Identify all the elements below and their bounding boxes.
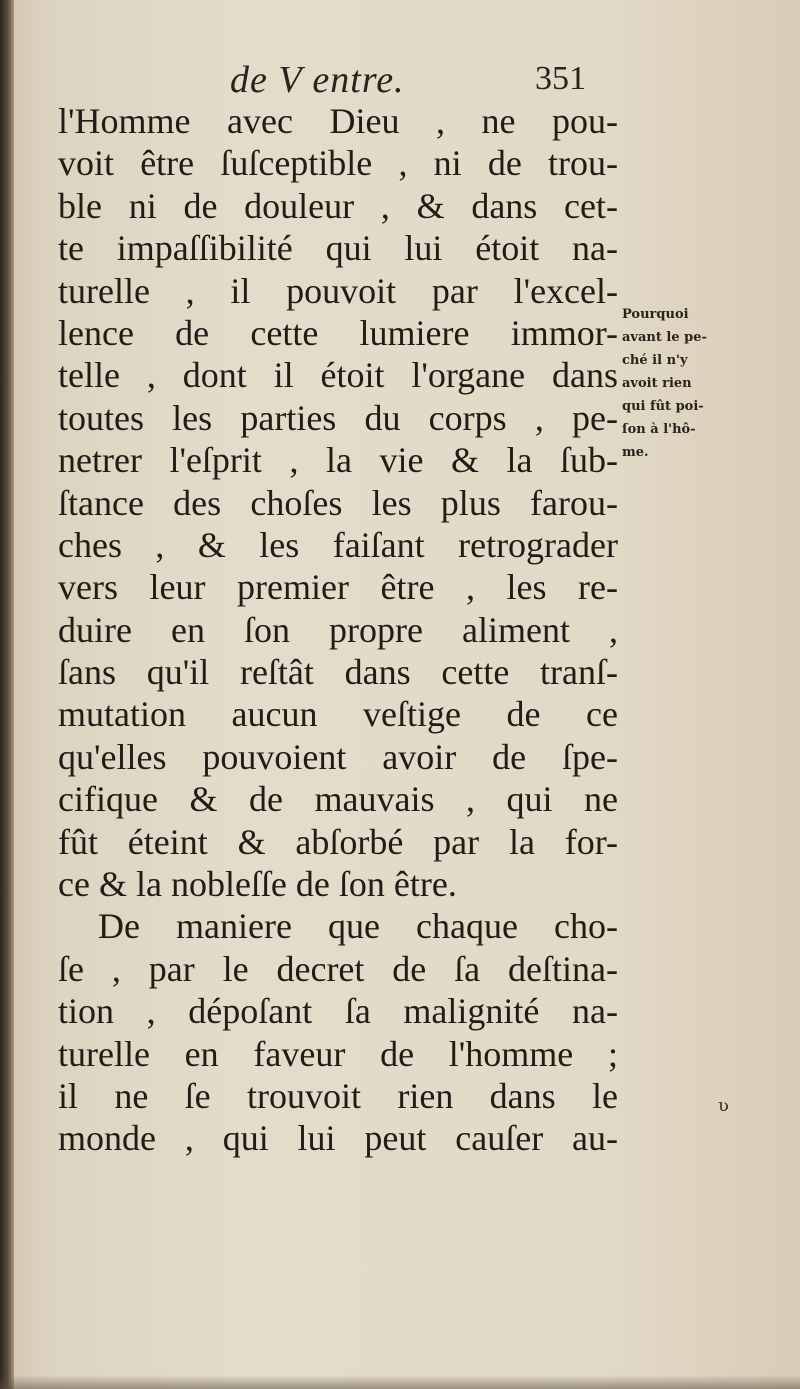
- running-head: [60, 58, 620, 106]
- text-line: ble ni de douleur , & dans cet-: [58, 185, 618, 226]
- text-line: ſans qu'il reſtât dans cette tranſ-: [58, 652, 618, 693]
- text-line: te impaſſibilité qui lui étoit na-: [58, 228, 618, 269]
- margin-note-line: Pourquoi: [622, 307, 689, 322]
- text-line: vers leur premier être , les re-: [58, 567, 618, 608]
- running-head-title: de V entre.: [230, 59, 405, 101]
- text-line: voit être ſuſceptible , ni de trou-: [58, 143, 618, 184]
- body-text: [58, 100, 618, 1160]
- text-line: lence de cette lumiere immor-: [58, 312, 618, 353]
- text-line: toutes les parties du corps , pe-: [58, 397, 618, 438]
- book-spine-shadow: [0, 0, 14, 1389]
- margin-note-line: ché il n'y: [622, 353, 688, 368]
- text-line: turelle en faveur de l'homme ;: [58, 1033, 618, 1074]
- text-line: ſtance des choſes les plus farou-: [58, 482, 618, 523]
- margin-note-line: ſon à l'hô-: [622, 422, 696, 437]
- text-line: netrer l'eſprit , la vie & la ſub-: [58, 440, 618, 481]
- text-line: duire en ſon propre aliment ,: [58, 609, 618, 650]
- margin-note: [622, 303, 707, 464]
- page-bottom-edge: [0, 1375, 800, 1389]
- margin-note-line: avant le pe-: [622, 330, 707, 345]
- text-line: ce & la nobleſſe de ſon être.: [58, 864, 457, 905]
- paragraph-first-line: De maniere que chaque cho-: [98, 906, 618, 947]
- text-line: tion , dépoſant ſa malignité na-: [58, 991, 618, 1032]
- text-line: l'Homme avec Dieu , ne pou-: [58, 101, 618, 141]
- margin-note-line: me.: [622, 445, 649, 460]
- margin-note-line: avoit rien: [622, 376, 692, 391]
- text-line: qu'elles pouvoient avoir de ſpe-: [58, 736, 618, 777]
- text-line: fût éteint & abſorbé par la for-: [58, 821, 618, 862]
- text-line: turelle , il pouvoit par l'excel-: [58, 270, 618, 311]
- ink-mark: ʋ: [718, 1095, 729, 1116]
- text-line: mutation aucun veſtige de ce: [58, 694, 618, 735]
- text-line: telle , dont il étoit l'organe dans: [58, 355, 618, 396]
- text-line: ches , & les faiſant retrograder: [58, 524, 618, 565]
- text-line: il ne ſe trouvoit rien dans le: [58, 1075, 618, 1116]
- text-line: cifique & de mauvais , qui ne: [58, 779, 618, 820]
- margin-note-line: qui fût poi-: [622, 399, 704, 414]
- text-line: monde , qui lui peut cauſer au-: [58, 1118, 618, 1159]
- page-number: 351: [535, 60, 586, 97]
- text-line: ſe , par le decret de ſa deſtina-: [58, 948, 618, 989]
